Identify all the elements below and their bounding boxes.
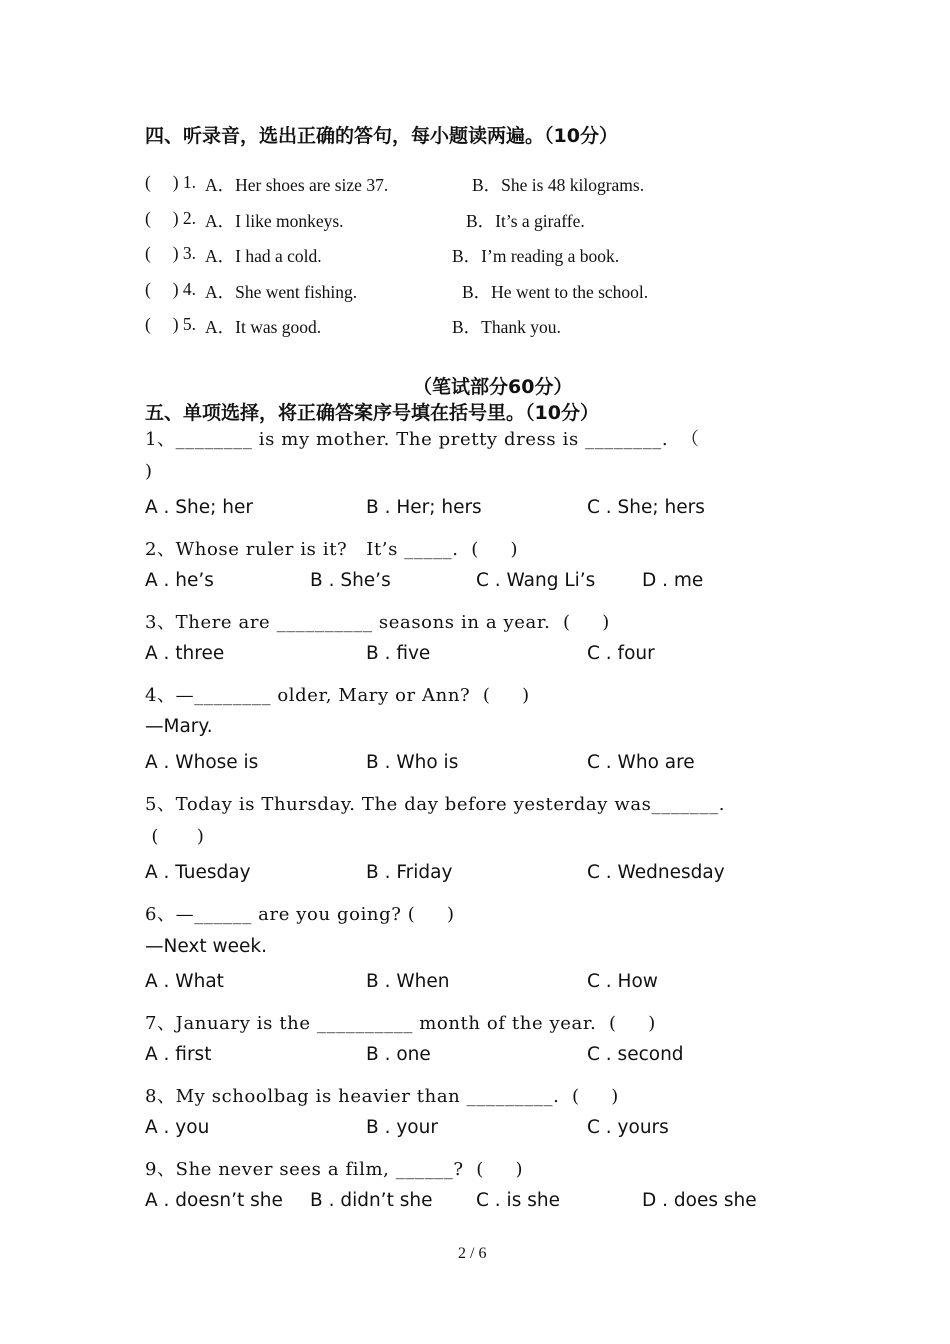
listen-item-1-b: B．She is 48 kilograms. <box>472 175 645 195</box>
q7-option-b: B . one <box>366 1044 431 1065</box>
listen-item-5-num: ( ) 5. <box>145 314 197 334</box>
q2-option-b: B . She’s <box>310 570 391 591</box>
listen-item-3-num: ( ) 3. <box>145 243 197 263</box>
question-6-answer-line: —Next week. <box>145 936 267 957</box>
q4-option-c: C . Who are <box>587 752 695 773</box>
q3-option-a: A . three <box>145 643 225 664</box>
listen-item-3-b: B．I’m reading a book. <box>452 246 620 266</box>
q6-option-b: B . When <box>366 971 450 992</box>
q9-option-b: B . didn’t she <box>310 1190 433 1211</box>
q8-option-b: B . your <box>366 1117 438 1138</box>
question-9: 9、She never sees a film, ______? ( ) <box>145 1159 524 1180</box>
question-1-cont: ) <box>145 461 153 482</box>
question-3: 3、There are __________ seasons in a year. ( ) <box>145 612 610 633</box>
section5-title: 五、单项选择，将正确答案序号填在括号里。（10分） <box>145 402 599 424</box>
q7-option-a: A . first <box>145 1044 212 1065</box>
q4-option-a: A . Whose is <box>145 752 259 773</box>
q1-option-a: A . She; her <box>145 497 253 518</box>
listen-item-5-a: A．It was good. <box>205 317 322 337</box>
q2-option-c: C . Wang Li’s <box>476 570 596 591</box>
listen-item-3-a: A．I had a cold. <box>205 246 322 266</box>
listen-item-1-num: ( ) 1. <box>145 172 197 192</box>
question-5-cont: ( ) <box>145 826 205 847</box>
q1-option-b: B . Her; hers <box>366 497 482 518</box>
q8-option-a: A . you <box>145 1117 210 1138</box>
question-4-answer-line: —Mary. <box>145 716 213 737</box>
listen-item-2-a: A．I like monkeys. <box>205 211 344 231</box>
listen-item-1-a: A．Her shoes are size 37. <box>205 175 389 195</box>
listen-item-2-b: B．It’s a giraffe. <box>466 211 585 231</box>
q1-option-c: C . She; hers <box>587 497 705 518</box>
question-7: 7、January is the __________ month of the year. ( ) <box>145 1013 656 1034</box>
q5-option-a: A . Tuesday <box>145 862 251 883</box>
question-2: 2、Whose ruler is it? It’s _____. ( ) <box>145 539 519 560</box>
q2-option-a: A . he’s <box>145 570 214 591</box>
q7-option-c: C . second <box>587 1044 684 1065</box>
q3-option-b: B . five <box>366 643 431 664</box>
q5-option-b: B . Friday <box>366 862 453 883</box>
question-1: 1、________ is my mother. The pretty dress is ________. （ <box>145 429 700 450</box>
q6-option-a: A . What <box>145 971 224 992</box>
question-6: 6、—______ are you going? ( ) <box>145 904 455 925</box>
q4-option-b: B . Who is <box>366 752 459 773</box>
q9-option-c: C . is she <box>476 1190 560 1211</box>
q8-option-c: C . yours <box>587 1117 669 1138</box>
listen-item-2-num: ( ) 2. <box>145 208 197 228</box>
written-part-heading: （笔试部分60分） <box>413 376 573 398</box>
page-number: 2 / 6 <box>458 1245 487 1262</box>
question-5: 5、Today is Thursday. The day before yesterday was_______. <box>145 794 726 815</box>
question-8: 8、My schoolbag is heavier than _________. ( ) <box>145 1086 619 1107</box>
q2-option-d: D . me <box>642 570 704 591</box>
question-4: 4、—________ older, Mary or Ann? ( ) <box>145 685 530 706</box>
q6-option-c: C . How <box>587 971 658 992</box>
q3-option-c: C . four <box>587 643 655 664</box>
q9-option-d: D . does she <box>642 1190 757 1211</box>
section4-title: 四、听录音，选出正确的答句，每小题读两遍。（10分） <box>145 125 618 147</box>
q5-option-c: C . Wednesday <box>587 862 725 883</box>
listen-item-4-a: A．She went fishing. <box>205 282 358 302</box>
listen-item-5-b: B．Thank you. <box>452 317 561 337</box>
listen-item-4-b: B．He went to the school. <box>462 282 649 302</box>
listen-item-4-num: ( ) 4. <box>145 279 197 299</box>
q9-option-a: A . doesn’t she <box>145 1190 283 1211</box>
